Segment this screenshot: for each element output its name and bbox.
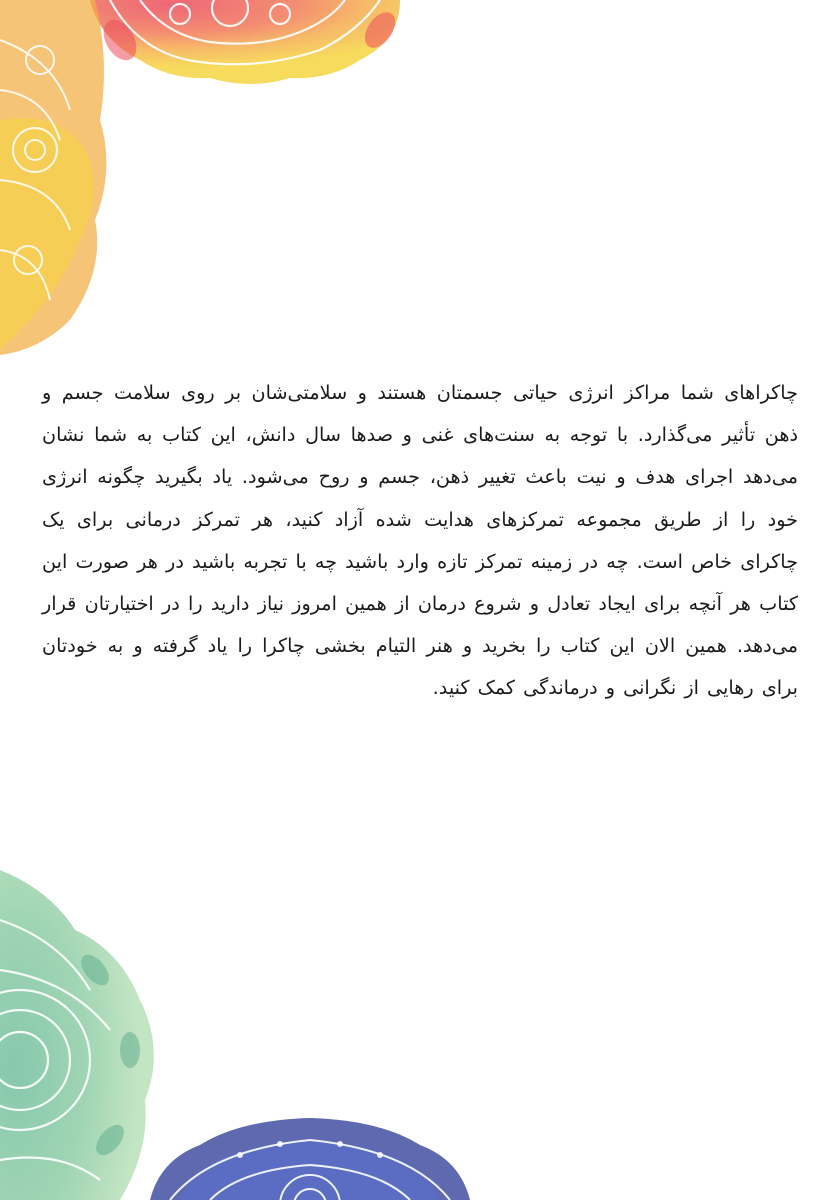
description-paragraph: چاکراهای شما مراکز انرژی حیاتی جسمتان هستند و سلامتی‌شان بر روی سلامت جسم و ذهن تأثیر می‌گذارد. با توجه به سنت‌های غنی و صدها سال دانش، این کتاب به شما نشان می‌دهد اجرای هدف و نیت باعث تغییر ذهن، جسم و روح می‌شود. یاد بگیرید چگونه انرژی خود را از طریق مجموعه تمرکزهای هدایت شده آزاد کنید، هر تمرکز درمانی برای یک چاکرای خاص است. چه در زمینه تمرکز تازه وارد باشید چه با تجربه باشید در هر صورت این کتاب هر آنچه برای ایجاد تعادل و شروع درمان از همین امروز نیاز دارید را در اختیارتان قرار می‌دهد. همین الان این کتاب را بخرید و هنر التیام بخشی چاکرا را یاد گرفته و به خودتان برای رهایی از نگرانی و درماندگی کمک کنید. [42,381,798,700]
top-mandala-decoration [0,0,420,360]
bottom-center-mandala-decoration [150,1110,470,1200]
